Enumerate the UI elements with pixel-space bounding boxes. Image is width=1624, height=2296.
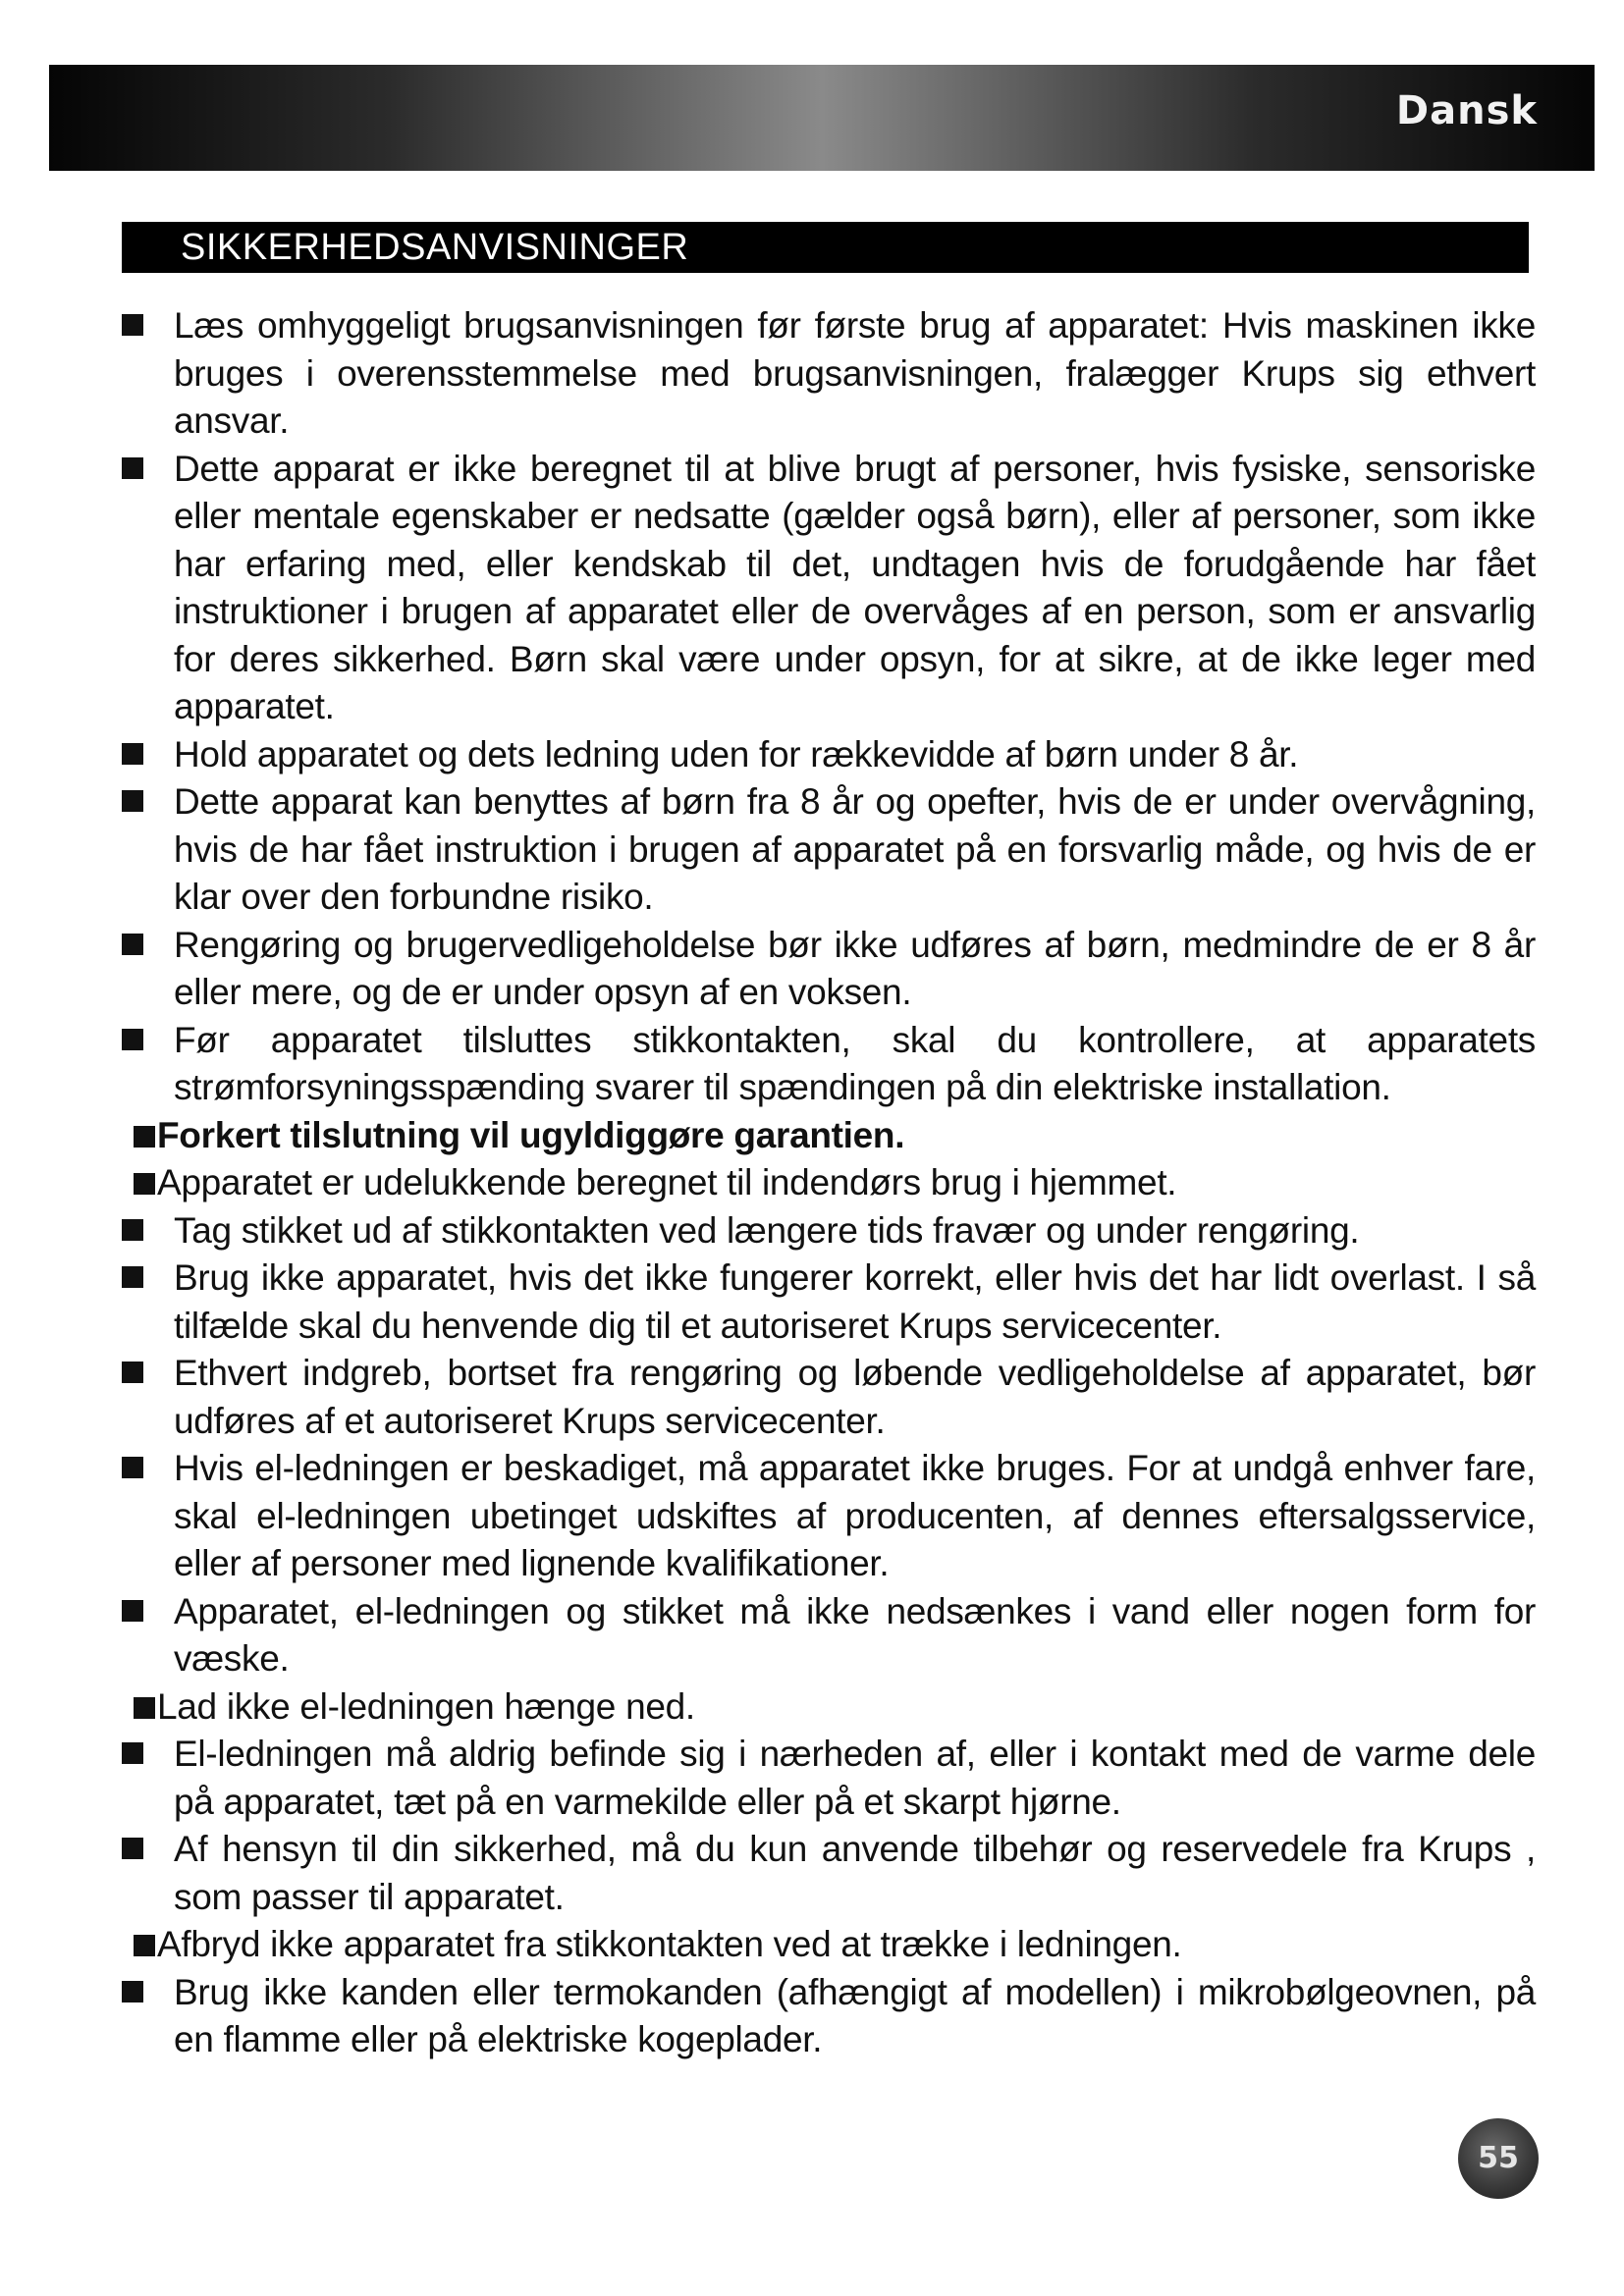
- list-item: [122, 446, 1536, 731]
- square-bullet-icon: [122, 1600, 143, 1622]
- list-item-text: Brug ikke kanden eller termokanden (afhængigt af modellen) i mikrobølgeovnen, på en flamme eller på elektriske kogeplader.: [174, 1971, 1536, 2059]
- list-item-text: Hvis el-ledningen er beskadiget, må apparatet ikke bruges. For at undgå enhver fare, skal el-ledningen ubetinget udskiftes af producenten, af dennes eftersalgsservice, eller af personer med lignende kvalifikationer.: [174, 1448, 1536, 1583]
- list-item-text: Brug ikke apparatet, hvis det ikke fungerer korrekt, eller hvis det har lidt overlast. I så tilfælde skal du henvende dig til et autoriseret Krups servicecenter.: [174, 1257, 1536, 1346]
- square-bullet-icon: [134, 1173, 155, 1195]
- section-title: SIKKERHEDSANVISNINGER: [122, 222, 1529, 273]
- header-bar: [49, 65, 1595, 171]
- square-bullet-icon: [134, 1697, 155, 1719]
- language-label: Dansk: [1395, 88, 1538, 133]
- warranty-warning-item: [122, 1112, 1536, 1160]
- square-bullet-icon: [122, 1029, 143, 1050]
- list-item-text: Dette apparat er ikke beregnet til at blive brugt af personer, hvis fysiske, sensoriske eller mentale egenskaber er nedsatte (gælder også børn), eller af personer, som ikke har erfaring med, eller kendskab til det, undtagen hvis de forudgående har fået instruktioner i brugen af apparatet eller de overvåges af en person, som er ansvarlig for deres sikkerhed. Børn skal være under opsyn, for at sikre, at de ikke leger med apparatet.: [174, 448, 1536, 726]
- list-item: [122, 778, 1536, 922]
- list-item-text: Før apparatet tilsluttes stikkontakten, skal du kontrollere, at apparatets strømforsyningsspænding svarer til spændingen på din elektriske installation.: [174, 1019, 1536, 1107]
- list-item-text: Af hensyn til din sikkerhed, må du kun anvende tilbehør og reservedele fra Krups , som passer til apparatet.: [174, 1829, 1536, 1917]
- square-bullet-icon: [134, 1126, 155, 1148]
- list-item-text: Rengøring og brugervedligeholdelse bør ikke udføres af børn, medmindre de er 8 år eller mere, og de er under opsyn af en voksen.: [174, 924, 1536, 1012]
- list-item: [122, 1588, 1536, 1683]
- square-bullet-icon: [122, 1742, 143, 1764]
- square-bullet-icon: [122, 1838, 143, 1859]
- list-item-text: Apparatet, el-ledningen og stikket må ikke nedsænkes i vand eller nogen form for væske.: [174, 1590, 1536, 1679]
- square-bullet-icon: [122, 314, 143, 336]
- list-item: [122, 1445, 1536, 1588]
- square-bullet-icon: [122, 457, 143, 479]
- square-bullet-icon: [122, 1266, 143, 1288]
- list-item-text: El-ledningen må aldrig befinde sig i nærheden af, eller i kontakt med de varme dele på apparatet, tæt på en varmekilde eller på et skarpt hjørne.: [174, 1734, 1536, 1822]
- square-bullet-icon: [122, 743, 143, 765]
- list-item-text: Forkert tilslutning vil ugyldiggøre garantien.: [157, 1114, 905, 1155]
- list-item-text: Lad ikke el-ledningen hænge ned.: [157, 1685, 695, 1727]
- list-item: [122, 1350, 1536, 1445]
- square-bullet-icon: [122, 1981, 143, 2002]
- list-item-text: Apparatet er udelukkende beregnet til indendørs brug i hjemmet.: [157, 1162, 1177, 1202]
- square-bullet-icon: [122, 1219, 143, 1241]
- square-bullet-icon: [122, 934, 143, 955]
- square-bullet-icon: [122, 790, 143, 812]
- square-bullet-icon: [122, 1457, 143, 1478]
- list-item: [122, 1731, 1536, 1826]
- list-item: [122, 1826, 1536, 1921]
- list-item-text: Tag stikket ud af stikkontakten ved længere tids fravær og under rengøring.: [174, 1209, 1360, 1251]
- list-item-text: Ethvert indgreb, bortset fra rengøring og løbende vedligeholdelse af apparatet, bør udføres af et autoriseret Krups servicecenter.: [174, 1353, 1536, 1441]
- list-item-text: Læs omhyggeligt brugsanvisningen før første brug af apparatet: Hvis maskinen ikke bruges i overensstemmelse med brugsanvisningen, fralægger Krups sig ethvert ansvar.: [174, 305, 1536, 441]
- list-item: [122, 1683, 1536, 1732]
- list-item-text: Hold apparatet og dets ledning uden for rækkevidde af børn under 8 år.: [174, 733, 1299, 774]
- list-item: [122, 1207, 1536, 1255]
- list-item: [122, 1159, 1536, 1207]
- list-item: [122, 922, 1536, 1017]
- square-bullet-icon: [122, 1362, 143, 1383]
- list-item: [122, 731, 1536, 779]
- list-item: [122, 302, 1536, 446]
- list-item: [122, 1921, 1536, 1969]
- page-number-badge: 55: [1458, 2118, 1539, 2199]
- list-item-text: Afbryd ikke apparatet fra stikkontakten ved at trække i ledningen.: [157, 1924, 1182, 1964]
- list-item: [122, 1017, 1536, 1112]
- safety-instructions-list: [122, 302, 1536, 2064]
- square-bullet-icon: [134, 1935, 155, 1956]
- list-item: [122, 1255, 1536, 1350]
- list-item: [122, 1969, 1536, 2064]
- list-item-text: Dette apparat kan benyttes af børn fra 8 år og opefter, hvis de er under overvågning, hvis de har fået instruktion i brugen af apparatet på en forsvarlig måde, og hvis de er klar over den forbundne risiko.: [174, 781, 1536, 917]
